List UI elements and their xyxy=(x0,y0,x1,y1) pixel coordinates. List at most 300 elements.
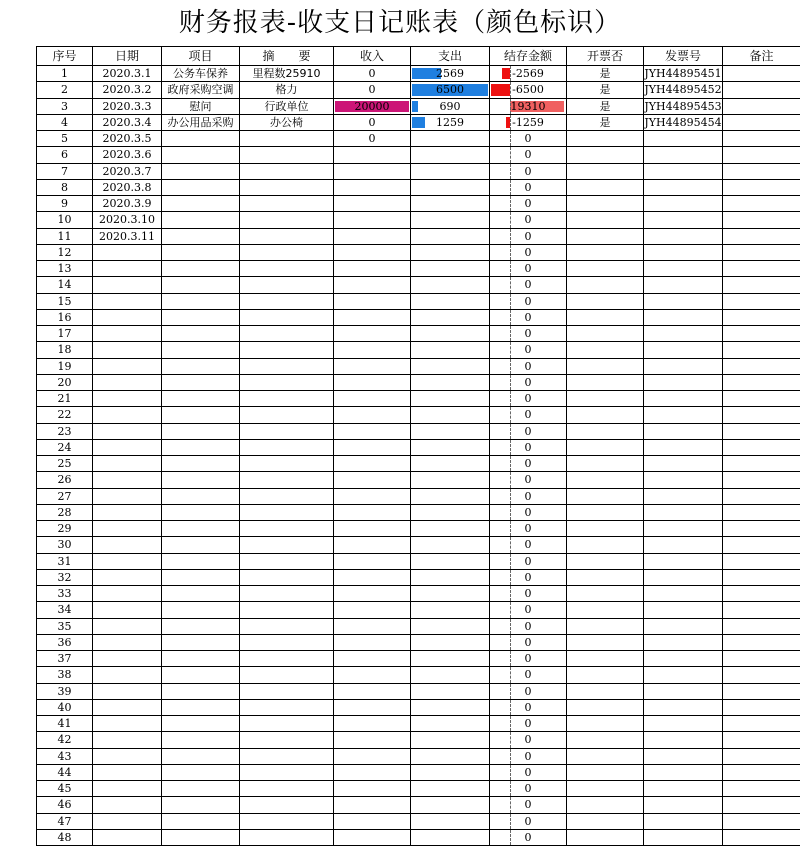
cell-invoiced[interactable] xyxy=(567,634,644,650)
cell-invoice-no[interactable] xyxy=(644,781,723,797)
cell-invoiced[interactable] xyxy=(567,439,644,455)
cell-date[interactable] xyxy=(93,553,162,569)
cell-expense[interactable] xyxy=(411,147,490,163)
cell-invoice-no[interactable] xyxy=(644,586,723,602)
cell-invoice-no[interactable] xyxy=(644,407,723,423)
cell-expense[interactable] xyxy=(411,228,490,244)
cell-invoiced[interactable] xyxy=(567,683,644,699)
cell-expense[interactable] xyxy=(411,699,490,715)
cell-seq[interactable] xyxy=(37,699,93,715)
cell-invoice-no[interactable] xyxy=(644,309,723,325)
cell-income[interactable] xyxy=(334,569,411,585)
cell-summary[interactable] xyxy=(240,423,334,439)
cell-income[interactable] xyxy=(334,439,411,455)
cell-note[interactable] xyxy=(723,537,800,553)
cell-item[interactable] xyxy=(162,569,240,585)
cell-invoiced[interactable] xyxy=(567,228,644,244)
cell-invoice-no[interactable] xyxy=(644,439,723,455)
cell-income[interactable] xyxy=(334,521,411,537)
cell-invoiced[interactable] xyxy=(567,374,644,390)
cell-expense[interactable] xyxy=(411,764,490,780)
cell-income[interactable] xyxy=(334,553,411,569)
cell-date[interactable] xyxy=(93,748,162,764)
cell-income[interactable] xyxy=(334,716,411,732)
cell-invoice-no[interactable] xyxy=(644,326,723,342)
cell-balance[interactable] xyxy=(490,407,567,423)
cell-note[interactable] xyxy=(723,179,800,195)
cell-note[interactable] xyxy=(723,683,800,699)
cell-invoiced[interactable] xyxy=(567,764,644,780)
cell-item[interactable] xyxy=(162,586,240,602)
cell-seq[interactable] xyxy=(37,781,93,797)
cell-invoice-no[interactable] xyxy=(644,196,723,212)
cell-seq[interactable] xyxy=(37,196,93,212)
cell-note[interactable] xyxy=(723,472,800,488)
cell-item[interactable] xyxy=(162,244,240,260)
cell-note[interactable] xyxy=(723,277,800,293)
cell-balance[interactable] xyxy=(490,391,567,407)
cell-seq[interactable] xyxy=(37,342,93,358)
cell-summary[interactable] xyxy=(240,521,334,537)
cell-invoice-no[interactable] xyxy=(644,277,723,293)
cell-expense[interactable] xyxy=(411,683,490,699)
cell-income[interactable] xyxy=(334,488,411,504)
cell-note[interactable] xyxy=(723,326,800,342)
cell-summary[interactable] xyxy=(240,504,334,520)
cell-balance[interactable] xyxy=(490,261,567,277)
cell-summary[interactable] xyxy=(240,212,334,228)
cell-expense[interactable] xyxy=(411,667,490,683)
cell-expense[interactable] xyxy=(411,586,490,602)
cell-date[interactable] xyxy=(93,586,162,602)
cell-summary[interactable] xyxy=(240,651,334,667)
cell-date[interactable] xyxy=(93,472,162,488)
cell-item[interactable] xyxy=(162,651,240,667)
cell-expense[interactable] xyxy=(411,423,490,439)
cell-summary[interactable] xyxy=(240,309,334,325)
cell-note[interactable] xyxy=(723,504,800,520)
cell-date[interactable] xyxy=(93,98,162,114)
cell-item[interactable] xyxy=(162,618,240,634)
cell-invoiced[interactable] xyxy=(567,147,644,163)
cell-invoiced[interactable] xyxy=(567,293,644,309)
cell-date[interactable] xyxy=(93,391,162,407)
cell-invoice-no[interactable] xyxy=(644,699,723,715)
cell-invoiced[interactable] xyxy=(567,569,644,585)
cell-income[interactable] xyxy=(334,228,411,244)
cell-balance[interactable] xyxy=(490,179,567,195)
cell-income[interactable] xyxy=(334,244,411,260)
cell-invoiced[interactable] xyxy=(567,244,644,260)
cell-income[interactable] xyxy=(334,504,411,520)
cell-item[interactable] xyxy=(162,358,240,374)
cell-seq[interactable] xyxy=(37,439,93,455)
cell-date[interactable] xyxy=(93,797,162,813)
cell-income[interactable] xyxy=(334,342,411,358)
cell-item[interactable] xyxy=(162,472,240,488)
cell-summary[interactable] xyxy=(240,602,334,618)
cell-expense[interactable] xyxy=(411,634,490,650)
cell-seq[interactable] xyxy=(37,407,93,423)
cell-note[interactable] xyxy=(723,618,800,634)
header-item[interactable]: 项目 xyxy=(162,47,240,66)
cell-date[interactable] xyxy=(93,179,162,195)
cell-income[interactable] xyxy=(334,196,411,212)
cell-date[interactable] xyxy=(93,504,162,520)
cell-summary[interactable] xyxy=(240,439,334,455)
cell-invoiced[interactable] xyxy=(567,488,644,504)
cell-expense[interactable] xyxy=(411,244,490,260)
cell-seq[interactable] xyxy=(37,179,93,195)
cell-summary[interactable] xyxy=(240,813,334,829)
cell-seq[interactable] xyxy=(37,748,93,764)
cell-income[interactable] xyxy=(334,131,411,147)
cell-invoice-no[interactable] xyxy=(644,537,723,553)
cell-date[interactable] xyxy=(93,651,162,667)
cell-date[interactable] xyxy=(93,244,162,260)
cell-seq[interactable] xyxy=(37,261,93,277)
cell-invoiced[interactable] xyxy=(567,716,644,732)
cell-invoiced[interactable] xyxy=(567,504,644,520)
cell-expense[interactable] xyxy=(411,797,490,813)
cell-item[interactable] xyxy=(162,699,240,715)
cell-seq[interactable] xyxy=(37,602,93,618)
cell-expense[interactable] xyxy=(411,488,490,504)
cell-invoice-no[interactable] xyxy=(644,553,723,569)
cell-summary[interactable] xyxy=(240,66,334,82)
cell-summary[interactable] xyxy=(240,472,334,488)
cell-invoiced[interactable] xyxy=(567,212,644,228)
cell-item[interactable] xyxy=(162,732,240,748)
cell-income[interactable] xyxy=(334,114,411,130)
cell-item[interactable] xyxy=(162,391,240,407)
cell-note[interactable] xyxy=(723,488,800,504)
cell-seq[interactable] xyxy=(37,488,93,504)
cell-note[interactable] xyxy=(723,521,800,537)
cell-date[interactable] xyxy=(93,521,162,537)
cell-income[interactable] xyxy=(334,586,411,602)
cell-item[interactable] xyxy=(162,504,240,520)
cell-income[interactable] xyxy=(334,748,411,764)
cell-balance[interactable] xyxy=(490,553,567,569)
cell-seq[interactable] xyxy=(37,521,93,537)
cell-date[interactable] xyxy=(93,537,162,553)
cell-note[interactable] xyxy=(723,602,800,618)
cell-income[interactable] xyxy=(334,309,411,325)
cell-summary[interactable] xyxy=(240,537,334,553)
cell-note[interactable] xyxy=(723,732,800,748)
cell-seq[interactable] xyxy=(37,569,93,585)
cell-expense[interactable] xyxy=(411,374,490,390)
cell-balance[interactable] xyxy=(490,699,567,715)
cell-expense[interactable] xyxy=(411,472,490,488)
cell-note[interactable] xyxy=(723,439,800,455)
cell-item[interactable] xyxy=(162,764,240,780)
cell-seq[interactable] xyxy=(37,423,93,439)
cell-invoiced[interactable] xyxy=(567,179,644,195)
cell-note[interactable] xyxy=(723,797,800,813)
cell-note[interactable] xyxy=(723,423,800,439)
cell-expense[interactable] xyxy=(411,618,490,634)
cell-balance[interactable] xyxy=(490,277,567,293)
cell-seq[interactable] xyxy=(37,716,93,732)
cell-seq[interactable] xyxy=(37,618,93,634)
cell-expense[interactable] xyxy=(411,829,490,845)
cell-note[interactable] xyxy=(723,228,800,244)
cell-invoice-no[interactable] xyxy=(644,683,723,699)
cell-invoiced[interactable] xyxy=(567,326,644,342)
header-expense[interactable]: 支出 xyxy=(411,47,490,66)
cell-invoiced[interactable] xyxy=(567,732,644,748)
cell-invoiced[interactable] xyxy=(567,196,644,212)
cell-balance[interactable] xyxy=(490,82,567,98)
cell-invoiced[interactable] xyxy=(567,829,644,845)
cell-item[interactable] xyxy=(162,553,240,569)
cell-income[interactable] xyxy=(334,147,411,163)
cell-item[interactable] xyxy=(162,813,240,829)
cell-note[interactable] xyxy=(723,764,800,780)
cell-balance[interactable] xyxy=(490,716,567,732)
cell-income[interactable] xyxy=(334,602,411,618)
cell-note[interactable] xyxy=(723,781,800,797)
cell-invoiced[interactable] xyxy=(567,423,644,439)
cell-invoiced[interactable] xyxy=(567,261,644,277)
cell-note[interactable] xyxy=(723,98,800,114)
cell-balance[interactable] xyxy=(490,212,567,228)
cell-balance[interactable] xyxy=(490,537,567,553)
cell-invoice-no[interactable] xyxy=(644,179,723,195)
cell-item[interactable] xyxy=(162,114,240,130)
cell-balance[interactable] xyxy=(490,764,567,780)
cell-balance[interactable] xyxy=(490,423,567,439)
cell-date[interactable] xyxy=(93,829,162,845)
cell-invoice-no[interactable] xyxy=(644,651,723,667)
cell-summary[interactable] xyxy=(240,797,334,813)
cell-balance[interactable] xyxy=(490,732,567,748)
cell-invoice-no[interactable] xyxy=(644,147,723,163)
cell-summary[interactable] xyxy=(240,196,334,212)
cell-balance[interactable] xyxy=(490,358,567,374)
cell-invoiced[interactable] xyxy=(567,277,644,293)
cell-expense[interactable] xyxy=(411,781,490,797)
cell-seq[interactable] xyxy=(37,634,93,650)
cell-expense[interactable] xyxy=(411,569,490,585)
cell-date[interactable] xyxy=(93,212,162,228)
cell-summary[interactable] xyxy=(240,163,334,179)
cell-balance[interactable] xyxy=(490,114,567,130)
cell-expense[interactable] xyxy=(411,114,490,130)
cell-expense[interactable] xyxy=(411,813,490,829)
cell-item[interactable] xyxy=(162,179,240,195)
cell-date[interactable] xyxy=(93,602,162,618)
cell-invoice-no[interactable] xyxy=(644,261,723,277)
cell-summary[interactable] xyxy=(240,618,334,634)
cell-balance[interactable] xyxy=(490,374,567,390)
cell-invoice-no[interactable] xyxy=(644,244,723,260)
cell-invoice-no[interactable] xyxy=(644,374,723,390)
cell-invoice-no[interactable] xyxy=(644,472,723,488)
header-balance[interactable]: 结存金额 xyxy=(490,47,567,66)
cell-note[interactable] xyxy=(723,342,800,358)
cell-item[interactable] xyxy=(162,66,240,82)
cell-item[interactable] xyxy=(162,537,240,553)
cell-invoiced[interactable] xyxy=(567,131,644,147)
cell-invoice-no[interactable] xyxy=(644,602,723,618)
cell-item[interactable] xyxy=(162,748,240,764)
cell-item[interactable] xyxy=(162,309,240,325)
cell-seq[interactable] xyxy=(37,228,93,244)
cell-balance[interactable] xyxy=(490,147,567,163)
cell-expense[interactable] xyxy=(411,196,490,212)
cell-date[interactable] xyxy=(93,407,162,423)
cell-summary[interactable] xyxy=(240,147,334,163)
cell-income[interactable] xyxy=(334,651,411,667)
cell-note[interactable] xyxy=(723,293,800,309)
cell-summary[interactable] xyxy=(240,488,334,504)
cell-note[interactable] xyxy=(723,244,800,260)
cell-date[interactable] xyxy=(93,196,162,212)
cell-seq[interactable] xyxy=(37,326,93,342)
cell-income[interactable] xyxy=(334,374,411,390)
cell-income[interactable] xyxy=(334,829,411,845)
cell-date[interactable] xyxy=(93,114,162,130)
cell-invoice-no[interactable] xyxy=(644,98,723,114)
cell-income[interactable] xyxy=(334,472,411,488)
cell-note[interactable] xyxy=(723,716,800,732)
cell-note[interactable] xyxy=(723,114,800,130)
cell-date[interactable] xyxy=(93,488,162,504)
cell-expense[interactable] xyxy=(411,521,490,537)
cell-item[interactable] xyxy=(162,98,240,114)
header-invoiced[interactable]: 开票否 xyxy=(567,47,644,66)
cell-balance[interactable] xyxy=(490,634,567,650)
cell-note[interactable] xyxy=(723,748,800,764)
cell-summary[interactable] xyxy=(240,407,334,423)
cell-seq[interactable] xyxy=(37,504,93,520)
cell-summary[interactable] xyxy=(240,391,334,407)
cell-seq[interactable] xyxy=(37,374,93,390)
cell-seq[interactable] xyxy=(37,683,93,699)
cell-seq[interactable] xyxy=(37,651,93,667)
header-invoice-no[interactable]: 发票号 xyxy=(644,47,723,66)
cell-income[interactable] xyxy=(334,179,411,195)
cell-invoice-no[interactable] xyxy=(644,748,723,764)
cell-date[interactable] xyxy=(93,228,162,244)
cell-balance[interactable] xyxy=(490,667,567,683)
cell-date[interactable] xyxy=(93,293,162,309)
cell-balance[interactable] xyxy=(490,748,567,764)
cell-date[interactable] xyxy=(93,374,162,390)
cell-summary[interactable] xyxy=(240,326,334,342)
cell-invoice-no[interactable] xyxy=(644,82,723,98)
cell-seq[interactable] xyxy=(37,553,93,569)
cell-invoiced[interactable] xyxy=(567,98,644,114)
cell-expense[interactable] xyxy=(411,732,490,748)
cell-income[interactable] xyxy=(334,66,411,82)
cell-date[interactable] xyxy=(93,634,162,650)
cell-balance[interactable] xyxy=(490,602,567,618)
cell-invoiced[interactable] xyxy=(567,618,644,634)
cell-item[interactable] xyxy=(162,82,240,98)
cell-expense[interactable] xyxy=(411,342,490,358)
cell-summary[interactable] xyxy=(240,667,334,683)
cell-note[interactable] xyxy=(723,309,800,325)
cell-seq[interactable] xyxy=(37,131,93,147)
cell-invoice-no[interactable] xyxy=(644,829,723,845)
cell-invoice-no[interactable] xyxy=(644,634,723,650)
cell-item[interactable] xyxy=(162,212,240,228)
cell-income[interactable] xyxy=(334,326,411,342)
cell-invoiced[interactable] xyxy=(567,797,644,813)
cell-note[interactable] xyxy=(723,407,800,423)
cell-balance[interactable] xyxy=(490,797,567,813)
cell-invoiced[interactable] xyxy=(567,342,644,358)
cell-item[interactable] xyxy=(162,228,240,244)
cell-item[interactable] xyxy=(162,326,240,342)
cell-date[interactable] xyxy=(93,683,162,699)
cell-balance[interactable] xyxy=(490,683,567,699)
cell-invoice-no[interactable] xyxy=(644,163,723,179)
cell-summary[interactable] xyxy=(240,82,334,98)
cell-date[interactable] xyxy=(93,358,162,374)
cell-date[interactable] xyxy=(93,569,162,585)
cell-date[interactable] xyxy=(93,456,162,472)
cell-invoiced[interactable] xyxy=(567,456,644,472)
cell-balance[interactable] xyxy=(490,586,567,602)
cell-seq[interactable] xyxy=(37,732,93,748)
cell-expense[interactable] xyxy=(411,66,490,82)
cell-invoice-no[interactable] xyxy=(644,114,723,130)
cell-date[interactable] xyxy=(93,699,162,715)
cell-income[interactable] xyxy=(334,261,411,277)
cell-note[interactable] xyxy=(723,813,800,829)
cell-item[interactable] xyxy=(162,797,240,813)
cell-summary[interactable] xyxy=(240,261,334,277)
cell-summary[interactable] xyxy=(240,553,334,569)
cell-expense[interactable] xyxy=(411,277,490,293)
cell-date[interactable] xyxy=(93,326,162,342)
cell-balance[interactable] xyxy=(490,456,567,472)
cell-expense[interactable] xyxy=(411,326,490,342)
cell-summary[interactable] xyxy=(240,829,334,845)
cell-expense[interactable] xyxy=(411,261,490,277)
cell-income[interactable] xyxy=(334,813,411,829)
cell-item[interactable] xyxy=(162,456,240,472)
cell-summary[interactable] xyxy=(240,228,334,244)
cell-item[interactable] xyxy=(162,439,240,455)
cell-note[interactable] xyxy=(723,212,800,228)
cell-expense[interactable] xyxy=(411,358,490,374)
cell-seq[interactable] xyxy=(37,114,93,130)
header-seq[interactable]: 序号 xyxy=(37,47,93,66)
cell-income[interactable] xyxy=(334,683,411,699)
cell-invoice-no[interactable] xyxy=(644,504,723,520)
cell-invoice-no[interactable] xyxy=(644,716,723,732)
cell-expense[interactable] xyxy=(411,391,490,407)
cell-balance[interactable] xyxy=(490,131,567,147)
cell-invoice-no[interactable] xyxy=(644,228,723,244)
cell-note[interactable] xyxy=(723,391,800,407)
cell-item[interactable] xyxy=(162,683,240,699)
cell-item[interactable] xyxy=(162,293,240,309)
cell-summary[interactable] xyxy=(240,732,334,748)
cell-note[interactable] xyxy=(723,651,800,667)
cell-income[interactable] xyxy=(334,764,411,780)
cell-summary[interactable] xyxy=(240,586,334,602)
cell-note[interactable] xyxy=(723,586,800,602)
cell-income[interactable] xyxy=(334,212,411,228)
cell-balance[interactable] xyxy=(490,472,567,488)
